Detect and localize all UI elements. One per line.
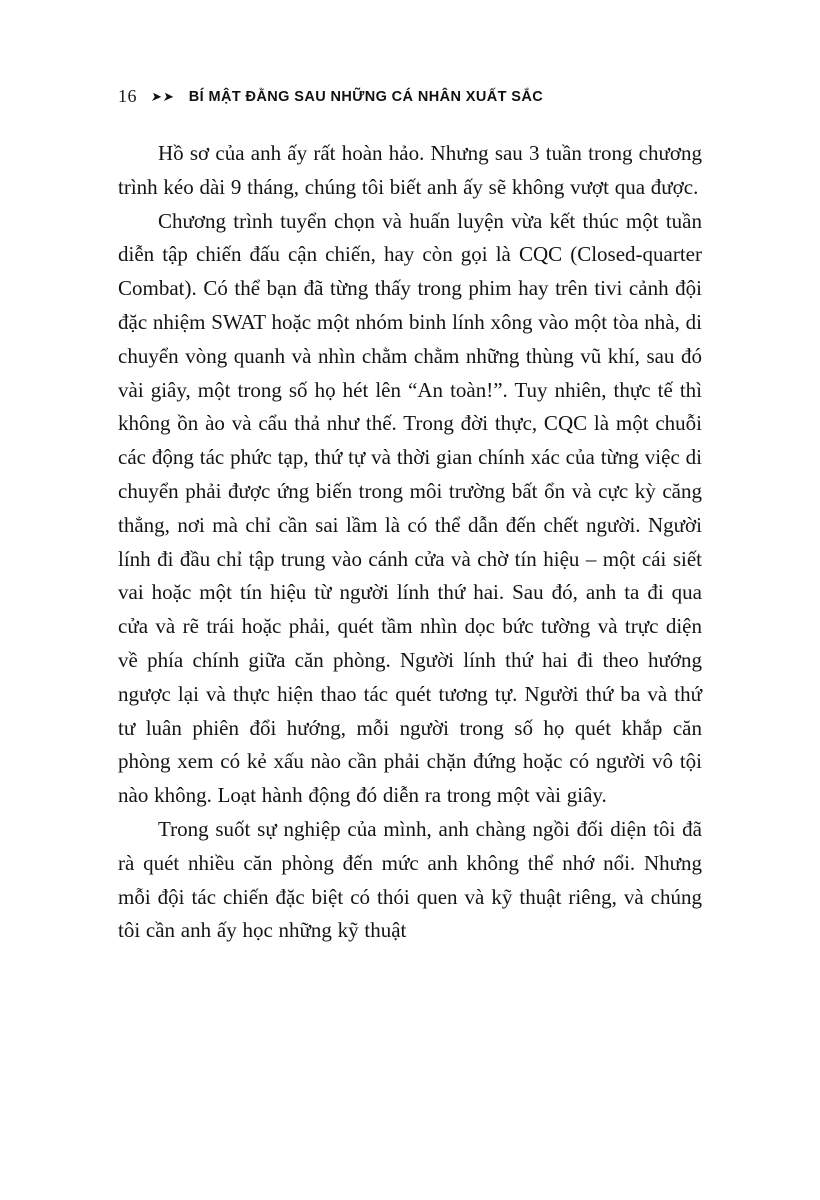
- page-header: [118, 86, 702, 107]
- page-body-text: [118, 137, 702, 948]
- page-number: 16: [118, 86, 137, 106]
- double-arrow-icon: ➤➤: [149, 90, 176, 105]
- paragraph: Hồ sơ của anh ấy rất hoàn hảo. Nhưng sau 3 tuần trong chương trình kéo dài 9 tháng, chúng tôi biết anh ấy sẽ không vượt qua được.: [118, 141, 702, 199]
- book-title: BÍ MẬT ĐẰNG SAU NHỮNG CÁ NHÂN XUẤT SẮC: [188, 88, 544, 105]
- paragraph: Chương trình tuyển chọn và huấn luyện vừa kết thúc một tuần diễn tập chiến đấu cận chiến, hay còn gọi là CQC (Closed-quarter Combat). Có thể bạn đã từng thấy trong phim hay trên tivi cảnh đội đặc nhiệm SWAT hoặc một nhóm binh lính xông vào một tòa nhà, di chuyển vòng quanh và nhìn chằm chằm những thùng vũ khí, sau đó vài giây, một trong số họ hét lên “An toàn!”. Tuy nhiên, thực tế thì không ồn ào và cẩu thả như thế. Trong đời thực, CQC là một chuỗi các động tác phức tạp, thứ tự và thời gian chính xác của từng việc di chuyển phải được ứng biến trong môi trường bất ổn và cực kỳ căng thẳng, nơi mà chỉ cần sai lầm là có thể dẫn đến chết người. Người lính đi đầu chỉ tập trung vào cánh cửa và chờ tín hiệu – một cái siết vai hoặc một tín hiệu từ người lính thứ hai. Sau đó, anh ta đi qua cửa và rẽ trái hoặc phải, quét tầm nhìn dọc bức tường và trực diện về phía chính giữa căn phòng. Người lính thứ hai đi theo hướng ngược lại và thực hiện thao tác quét tương tự. Người thứ ba và thứ tư luân phiên đổi hướng, mỗi người trong số họ quét khắp căn phòng xem có kẻ xấu nào cần phải chặn đứng hoặc có người vô tội nào không. Loạt hành động đó diễn ra trong một vài giây.: [118, 208, 702, 808]
- paragraph: Trong suốt sự nghiệp của mình, anh chàng ngồi đối diện tôi đã rà quét nhiều căn phòng đến mức anh không thể nhớ nổi. Nhưng mỗi đội tác chiến đặc biệt có thói quen và kỹ thuật riêng, và chúng tôi cần anh ấy học những kỹ thuật: [118, 816, 702, 943]
